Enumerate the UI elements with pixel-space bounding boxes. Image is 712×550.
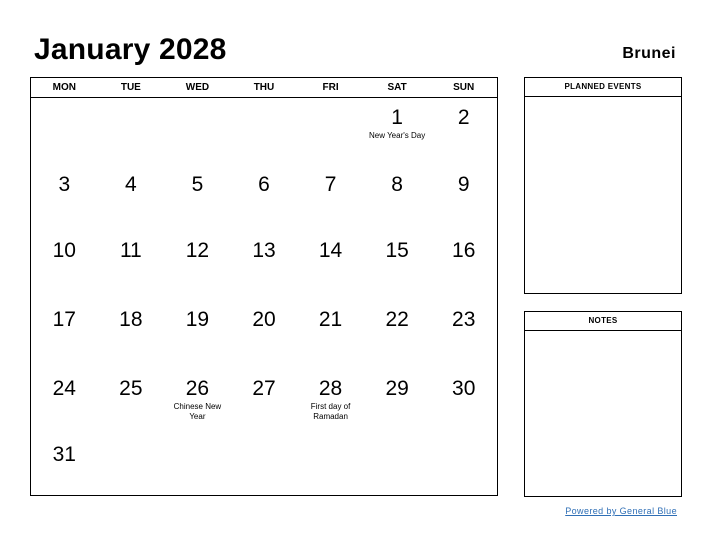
day-number: 1 — [391, 106, 403, 129]
day-cell — [364, 98, 431, 165]
calendar-title: January 2028 — [34, 33, 227, 66]
day-cell — [98, 369, 165, 435]
day-number: 2 — [457, 106, 470, 129]
day-cell — [164, 300, 231, 369]
calendar-grid — [31, 98, 497, 495]
planned-events-heading: PLANNED EVENTS — [525, 78, 681, 97]
day-cell — [231, 231, 298, 300]
day-cell — [430, 369, 497, 435]
day-cell — [31, 231, 98, 300]
day-cell — [31, 300, 98, 369]
day-number: 26 — [185, 377, 210, 400]
day-cell — [31, 435, 98, 495]
day-number: 28 — [318, 377, 343, 400]
day-cell — [231, 300, 298, 369]
day-cell — [430, 300, 497, 369]
day-number: 13 — [252, 239, 276, 262]
day-number: 19 — [185, 308, 210, 331]
day-cell — [164, 231, 231, 300]
day-cell — [364, 369, 431, 435]
day-cell — [430, 231, 497, 300]
weekday-header-row — [31, 78, 497, 98]
day-number: 22 — [385, 308, 409, 331]
day-cell — [164, 98, 231, 165]
day-cell — [430, 98, 497, 165]
day-cell — [98, 231, 165, 300]
day-number: 25 — [119, 377, 143, 400]
day-number: 20 — [252, 308, 276, 331]
day-cell — [364, 300, 431, 369]
day-cell — [297, 231, 364, 300]
day-number: 18 — [119, 308, 143, 331]
weekday-tue: TUE — [120, 82, 141, 93]
day-cell — [98, 435, 165, 495]
day-number: 3 — [58, 173, 71, 196]
day-number: 30 — [452, 377, 476, 400]
powered-by-link[interactable]: Powered by General Blue — [565, 506, 677, 516]
holiday-label: First day of Ramadan — [310, 402, 351, 421]
day-cell — [430, 435, 497, 495]
day-number: 29 — [385, 377, 409, 400]
planned-events-panel — [524, 77, 682, 294]
day-cell — [98, 165, 165, 231]
weekday-sun: SUN — [453, 82, 475, 93]
weekday-sat: SAT — [387, 82, 407, 93]
day-cell — [297, 435, 364, 495]
day-cell — [98, 300, 165, 369]
holiday-label: Chinese New Year — [173, 402, 222, 421]
day-number: 17 — [52, 308, 76, 331]
day-cell — [31, 98, 98, 165]
day-number: 27 — [252, 377, 276, 400]
day-cell — [164, 369, 231, 435]
day-cell — [164, 435, 231, 495]
day-number: 14 — [318, 239, 343, 262]
day-number: 5 — [191, 173, 204, 196]
weekday-wed: WED — [185, 82, 210, 93]
day-number: 31 — [52, 443, 76, 466]
day-cell — [231, 165, 298, 231]
day-cell — [430, 165, 497, 231]
day-number: 8 — [391, 173, 403, 196]
day-number: 9 — [457, 173, 470, 196]
day-number: 16 — [452, 239, 476, 262]
day-number: 6 — [258, 173, 270, 196]
day-cell — [364, 165, 431, 231]
day-number: 23 — [452, 308, 476, 331]
holiday-label: New Year's Day — [369, 131, 426, 140]
month-calendar — [30, 77, 498, 496]
day-cell — [231, 435, 298, 495]
day-cell — [164, 165, 231, 231]
country-label: Brunei — [622, 45, 676, 62]
weekday-fri: FRI — [322, 82, 339, 93]
notes-heading: NOTES — [525, 312, 681, 331]
day-number: 10 — [52, 239, 76, 262]
day-cell — [98, 98, 165, 165]
day-cell — [364, 231, 431, 300]
day-number: 4 — [125, 173, 137, 196]
day-number: 15 — [385, 239, 409, 262]
day-cell — [297, 300, 364, 369]
weekday-mon: MON — [52, 82, 76, 93]
day-cell — [364, 435, 431, 495]
day-cell — [297, 98, 364, 165]
day-number: 21 — [318, 308, 343, 331]
day-cell — [31, 369, 98, 435]
day-cell — [297, 369, 364, 435]
day-cell — [31, 165, 98, 231]
day-number: 7 — [324, 173, 337, 196]
day-cell — [231, 369, 298, 435]
day-number: 12 — [185, 239, 210, 262]
day-number: 11 — [119, 239, 142, 262]
day-cell — [297, 165, 364, 231]
day-cell — [231, 98, 298, 165]
weekday-thu: THU — [253, 82, 275, 93]
day-number: 24 — [52, 377, 76, 400]
notes-panel — [524, 311, 682, 497]
